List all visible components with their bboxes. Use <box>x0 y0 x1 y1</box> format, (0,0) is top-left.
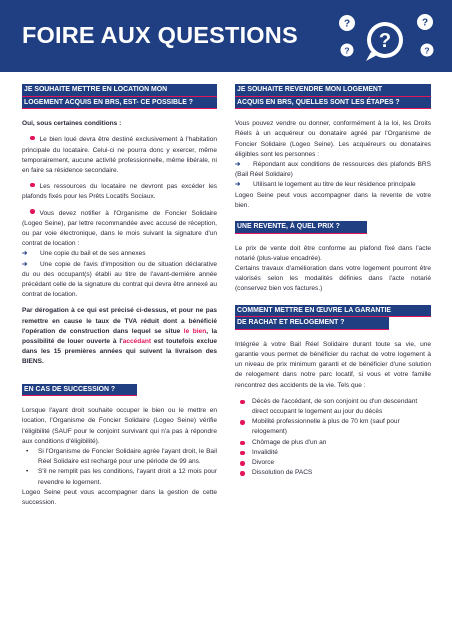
succession-paragraph-1: Lorsque l'ayant droit souhaite occuper le bien ou le mettre en location, l'Organisme de Foncier Solidaire (Logeo Seine) vérifie l'éligibilité (SAUF pour le conjoint survivant qui n'a pas à répondre aux conditions d'éligibilité). <box>22 407 217 445</box>
price-paragraph-2: Certains travaux d'amélioration dans votre logement pourront être valorisés selon les modalités définies dans l'acte notarié (conservez bien vos factures.) <box>235 265 431 293</box>
svg-text:?: ? <box>378 30 392 52</box>
succession-paragraph-2: Logeo Seine peut vous accompagner dans la gestion de cette succession. <box>22 488 217 507</box>
resale-paragraph-2: Logeo Seine peut vous accompagner dans la revente de votre bien. <box>235 191 431 209</box>
bullet-dot-icon <box>30 209 35 214</box>
arrow-right-icon: ➔ <box>235 181 241 189</box>
speech-bubble-question-icon <box>339 15 355 57</box>
rental-attachment-2: ➔ Une copie de l'avis d'imposition ou de situation déclarative du ou des occupant(s) établi au titre de l'avant-dernière année précédant celle de la signature du contrat qui devra être annexé au contrat de location. <box>22 260 217 299</box>
rental-derogation: Par dérogation à ce qui est précisé ci-dessus, et pour ne pas remettre en cause le taux de TVA réduit dont a bénéficié l'opération de construction dans lequel se situe le bien, la possibilité de louer ouverte à l'accédant est toutefois exclue dans les 15 premières années qui suivent la livraison des BIENS. <box>22 307 217 366</box>
list-item: • Si l'Organisme de Foncier Solidaire agrée l'ayant droit, le Bail Réel Solidaire est rechargé pour une période de 99 ans. <box>26 448 217 466</box>
bullet-dot-icon <box>240 420 245 425</box>
svg-text:?: ? <box>424 45 430 56</box>
heading-line: UNE REVENTE, À QUEL PRIX ? <box>235 221 367 234</box>
rental-condition-2: Les ressources du locataire ne devront pas excéder les plafonds fixés pour les Prêts Locatifs Sociaux. <box>22 183 217 201</box>
section-heading-succession <box>22 384 137 397</box>
question-mark-icon <box>366 22 403 61</box>
rental-attachment-1: ➔ Une copie du bail et de ses annexes <box>22 249 217 259</box>
svg-text:?: ? <box>344 45 350 56</box>
arrow-right-icon: ➔ <box>22 250 28 258</box>
resale-condition-1: ➔ Répondant aux conditions de ressources des plafonds BRS (Bail Réel Solidaire) <box>235 161 431 179</box>
bullet-dot-icon <box>240 400 245 405</box>
resale-paragraph-1: Vous pouvez vendre ou donner, conformément à la loi, les Droits Réels à un acquéreur ou donataire agréé par l'Organisme de Foncier Solidaire (Logeo Seine). Les acquéreurs ou donataires éligibles sont les personnes : <box>235 120 431 158</box>
heading-line: ACQUIS EN BRS, QUELLES SONT LES ÉTAPES ? <box>235 97 431 110</box>
heading-line: JE SOUHAITE REVENDRE MON LOGEMENT <box>235 84 431 97</box>
svg-text:?: ? <box>343 18 351 30</box>
list-item: Décès de l'accédant, de son conjoint ou d'un descendant direct occupant le logement au jour du décès <box>235 397 431 417</box>
right-column <box>235 84 431 478</box>
succession-list <box>22 447 217 488</box>
section-heading-guarantee <box>235 305 431 330</box>
rental-condition-1: Le bien loué devra être destiné exclusivement à l'habitation principale du locataire. Celui-ci ne pourra donc y exercer, même temporairement, aucune activité professionnelle, même libérale, ni en faire sa résidence secondaire. <box>22 136 217 174</box>
rental-condition-3: Vous devez notifier à l'Organisme de Foncier Solidaire (Logeo Seine), par lettre recommandée avec accusé de réception, ou par voie électronique, dans le mois suivant la signature d'un contrat de location : <box>22 209 217 248</box>
bullet-dot-icon <box>30 183 35 188</box>
svg-text:?: ? <box>421 17 429 29</box>
heading-line: LOGEMENT ACQUIS EN BRS, EST- CE POSSIBLE ? <box>22 97 217 110</box>
heading-line: EN CAS DE SUCCESSION ? <box>22 384 137 397</box>
bullet-dot-icon <box>240 451 245 456</box>
page-title: FOIRE AUX QUESTIONS <box>22 22 298 48</box>
left-column <box>22 84 217 508</box>
section-heading-price <box>235 221 367 234</box>
heading-line: COMMENT METTRE EN ŒUVRE LA GARANTIE <box>235 305 431 318</box>
list-item: Invalidité <box>235 448 431 458</box>
rental-intro: Oui, sous certaines conditions : <box>22 120 122 128</box>
arrow-right-icon: ➔ <box>235 161 241 168</box>
price-paragraph-1: Le prix de vente doit être conforme au plafond fixé dans l'acte notarié (plus-value encadrée). <box>235 244 431 262</box>
header-banner <box>0 0 452 72</box>
section-heading-rental <box>22 84 217 109</box>
bullet-dot-icon <box>240 461 245 466</box>
speech-bubble-question-icon <box>417 14 434 57</box>
list-item: Dissolution de PACS <box>235 468 431 478</box>
question-icons-group <box>333 6 448 68</box>
guarantee-paragraph: Intégrée à votre Bail Réel Solidaire durant toute sa vie, une garantie vous permet de bénéficier du rachat de votre logement à un niveau de prix minimum garanti et de bénéficier d'une solution de relogement dans notre parc locatif, si vous et votre famille rencontrez des accidents de la vie. Tels que : <box>235 340 431 389</box>
section-heading-resale <box>235 84 431 109</box>
arrow-right-icon: ➔ <box>22 260 28 268</box>
guarantee-list <box>235 397 431 479</box>
resale-condition-2: ➔ Utilisant le logement au titre de leur résidence principale <box>235 180 431 190</box>
list-item: Chômage de plus d'un an <box>235 438 431 448</box>
list-item: Divorce <box>235 458 431 468</box>
list-item: Mobilité professionnelle à plus de 70 km (sauf pour relogement) <box>235 417 431 437</box>
bullet-dot-icon <box>240 471 245 476</box>
bullet-dot-icon <box>30 136 35 141</box>
heading-line: DE RACHAT ET RELOGEMENT ? <box>235 317 389 330</box>
list-item: • S'il ne remplit pas les conditions, l'ayant droit a 12 mois pour revendre le logement. <box>26 468 217 486</box>
bullet-dot-icon <box>240 441 245 446</box>
heading-line: JE SOUHAITE METTRE EN LOCATION MON <box>22 84 217 97</box>
